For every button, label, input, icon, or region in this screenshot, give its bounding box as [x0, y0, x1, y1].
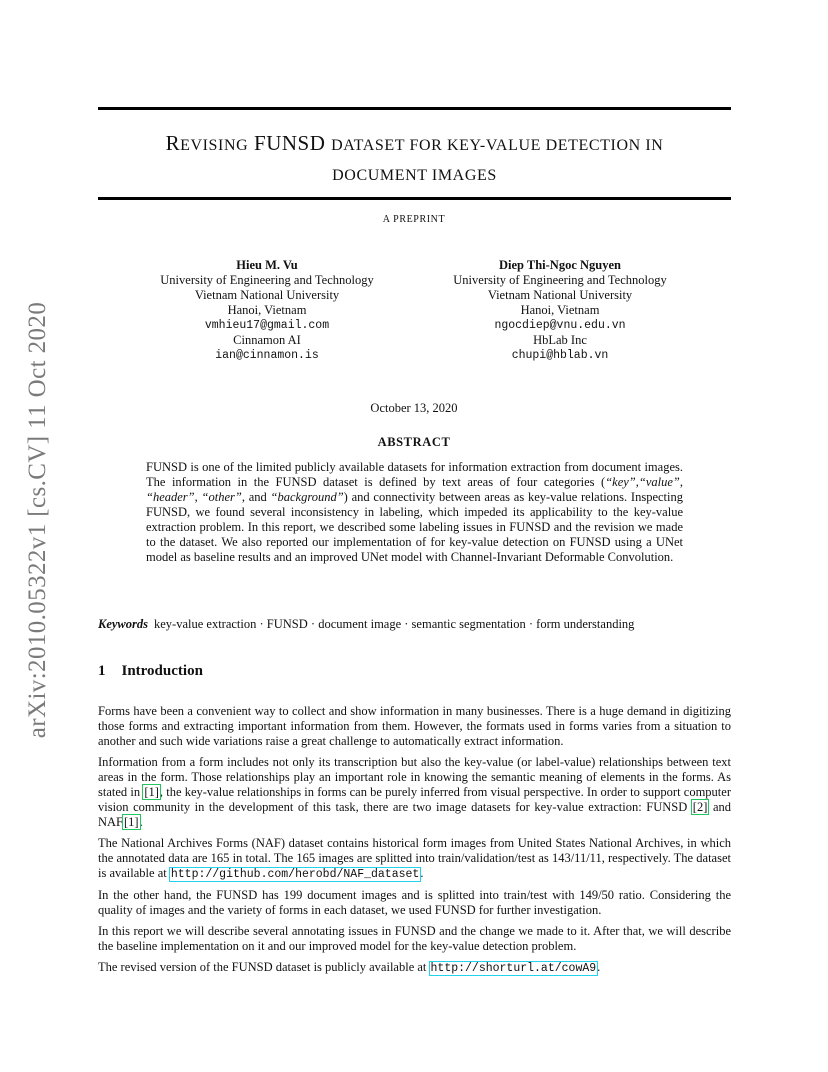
- body-paragraph: Forms have been a convenient way to collect and show information in many businesses. There is a huge demand in digitizing those forms and extracting important information from them. However, the formats used in forms varies from a situation to another and such wide variations raise a great challenge to automatically extract information.: [98, 704, 731, 748]
- author-location: Hanoi, Vietnam: [227, 303, 307, 317]
- top-rule: [98, 107, 731, 110]
- body-paragraph: Information from a form includes not only its transcription but also the key-value (or label-value) relationships between text areas in the form. Those relationships play an important role in knowing the semantic meaning of elements in the forms. As stated in [1], the key-value relationships in forms can be purely inferred from visual perspective. In order to support computer vision community in the development of this task, there are two image datasets for key-value extraction: FUNSD [2] and NAF[1].: [98, 755, 731, 829]
- author-affiliation: University of Engineering and Technology: [160, 273, 374, 287]
- body-paragraph: In the other hand, the FUNSD has 199 document images and is splitted into train/test with 149/50 ratio. Considering the quality of images and the variety of forms in each dataset, we used FUNSD for further investigation.: [98, 888, 731, 917]
- keywords-text: key-value extraction · FUNSD · document image · semantic segmentation · form understanding: [154, 617, 635, 631]
- naf-dataset-url-link[interactable]: http://github.com/herobd/NAF_dataset: [170, 868, 420, 881]
- author-block-2: [430, 258, 690, 363]
- author-affiliation: Cinnamon AI: [233, 333, 301, 347]
- section-title: Introduction: [121, 663, 203, 679]
- citation-link[interactable]: [1]: [124, 815, 139, 829]
- body-paragraph: The National Archives Forms (NAF) dataset contains historical form images from United States National Archives, in which the annotated data are 165 in total. The 165 images are splitted into train/validation/test as 143/11/11, respectively. The dataset is available at http://github.com/herobd/NAF_dataset.: [98, 836, 731, 881]
- keywords-line: [98, 617, 731, 632]
- paper-title: REVISING FUNSD DATASET FOR KEY-VALUE DETECTION IN DOCUMENT IMAGES: [165, 131, 664, 184]
- author-email-link[interactable]: ian@cinnamon.is: [215, 349, 319, 362]
- publication-date: October 13, 2020: [370, 401, 458, 415]
- keywords-label: Keywords: [98, 617, 148, 631]
- author-affiliation: University of Engineering and Technology: [453, 273, 667, 287]
- author-block-1: [137, 258, 397, 363]
- funsd-revised-url-link[interactable]: http://shorturl.at/cowA9: [430, 962, 597, 975]
- body-paragraph: The revised version of the FUNSD dataset is publicly available at http://shorturl.at/cowA9.: [98, 960, 601, 975]
- bottom-title-rule: [98, 197, 731, 200]
- citation-link[interactable]: [1]: [144, 785, 159, 799]
- author-name: Diep Thi-Ngoc Nguyen: [498, 258, 621, 272]
- preprint-label: A PREPRINT: [382, 214, 446, 225]
- abstract-heading: ABSTRACT: [377, 435, 451, 449]
- author-email-link[interactable]: vmhieu17@gmail.com: [204, 319, 330, 332]
- citation-link[interactable]: [2]: [692, 800, 708, 814]
- arxiv-identifier-sidebar: arXiv:2010.05322v1 [cs.CV] 11 Oct 2020: [24, 301, 51, 739]
- author-email-link[interactable]: chupi@hblab.vn: [511, 349, 609, 362]
- abstract-text: FUNSD is one of the limited publicly available datasets for information extraction from document images. The information in the FUNSD dataset is defined by text areas of four categories (“key”,“value”, “header”, “other”, and “background”) and connectivity between areas as key-value relations. Inspecting FUNSD, we found several inconsistency in labeling, which impeded its applicability to the key-value extraction problem. In this report, we described some labeling issues in FUNSD and the revision we made to the dataset. We also reported our implementation of for key-value detection on FUNSD using a UNet model as baseline results and an improved UNet model with Channel-Invariant Deformable Convolution.: [146, 460, 683, 564]
- section-number: 1: [98, 663, 106, 679]
- author-affiliation: Vietnam National University: [487, 288, 633, 302]
- body-paragraph: In this report we will describe several annotating issues in FUNSD and the change we made to it. After that, we will describe the baseline implementation on it and our improved model for the key-value detection problem.: [98, 924, 731, 953]
- body-text: [98, 704, 731, 982]
- author-affiliation: HbLab Inc: [533, 333, 587, 347]
- author-location: Hanoi, Vietnam: [520, 303, 600, 317]
- author-name: Hieu M. Vu: [236, 258, 298, 272]
- author-email-link[interactable]: ngocdiep@vnu.edu.vn: [494, 319, 626, 332]
- section-heading: [98, 663, 203, 680]
- author-affiliation: Vietnam National University: [194, 288, 340, 302]
